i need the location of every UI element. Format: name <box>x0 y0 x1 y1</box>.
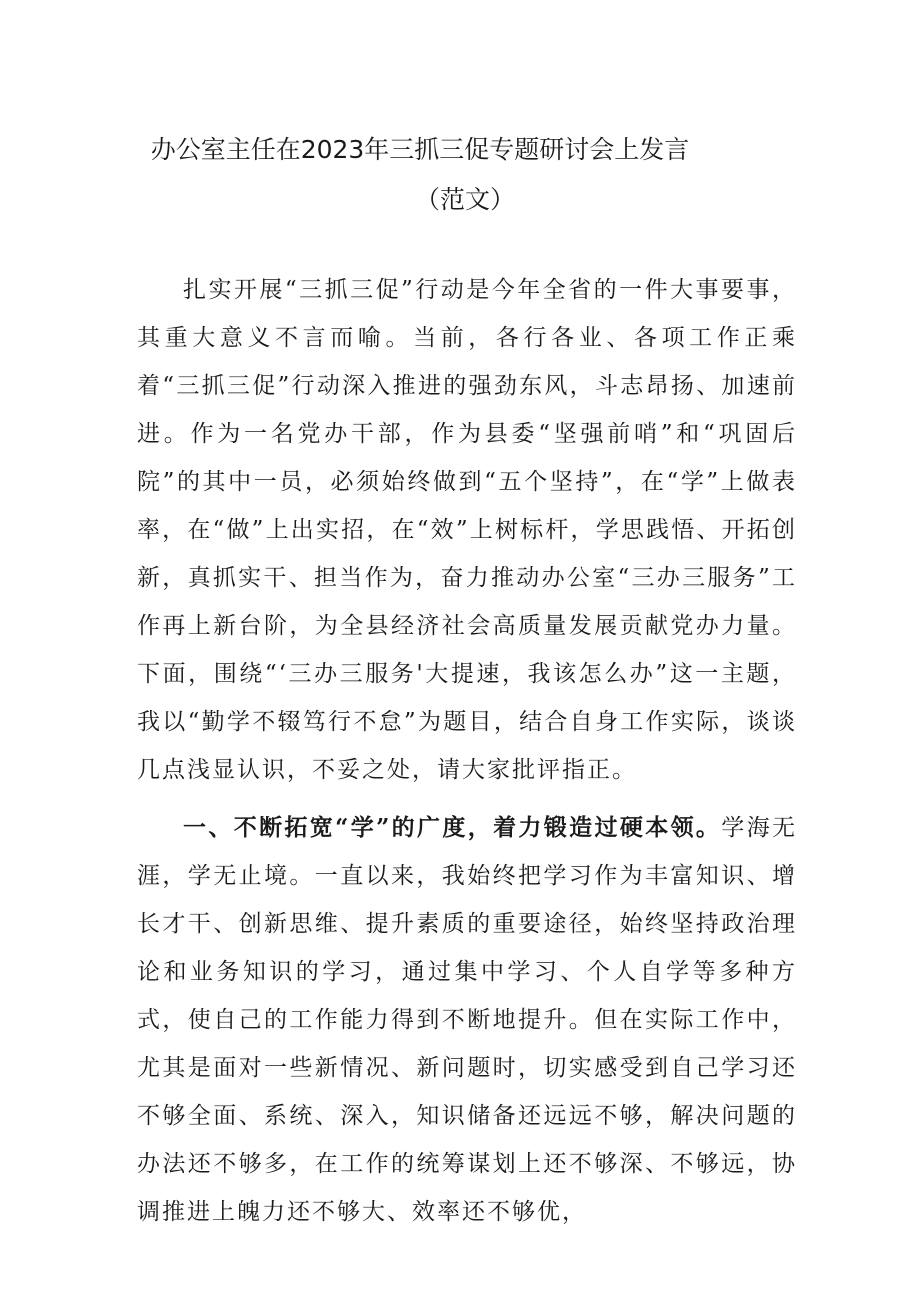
section-one-paragraph <box>137 804 797 1236</box>
intro-paragraph <box>137 266 797 794</box>
section-one-text: 学海无涯，学无止境。一直以来，我始终把学习作为丰富知识、增长才干、创新思维、提升素质的重要途径，始终坚持政治理论和业务知识的学习，通过集中学习、个人自学等多种方式，使自己的工作能力得到不断地提升。但在实际工作中，尤其是面对一些新情况、新问题时，切实感受到自己学习还不够全面、系统、深入，知识储备还远远不够，解决问题的办法还不够多，在工作的统筹谋划上还不够深、不够远，协调推进上魄力还不够大、效率还不够优， <box>137 815 797 1225</box>
document-subtitle: （范文） <box>414 185 515 214</box>
document-title: 办公室主任在2023年三抓三促专题研讨会上发言 <box>150 135 690 164</box>
intro-paragraph-text: 扎实开展“三抓三促”行动是今年全省的一件大事要事，其重大意义不言而喻。当前，各行各业、各项工作正乘着“三抓三促”行动深入推进的强劲东风，斗志昂扬、加速前进。作为一名党办干部，作为县委“坚强前哨”和“巩固后院”的其中一员，必须始终做到“五个坚持”，在“学”上做表率，在“做”上出实招，在“效”上树标杆，学思践悟、开拓创新，真抓实干、担当作为，奋力推动办公室“三办三服务”工作再上新台阶，为全县经济社会高质量发展贡献党办力量。下面，围绕“‘三办三服务'大提速，我该怎么办”这一主题，我以“勤学不辍笃行不怠”为题目，结合自身工作实际，谈谈几点浅显认识，不妥之处，请大家批评指正。 <box>137 277 797 783</box>
section-one-heading: 一、不断拓宽“学”的广度，着力锻造过硬本领。 <box>183 814 722 841</box>
